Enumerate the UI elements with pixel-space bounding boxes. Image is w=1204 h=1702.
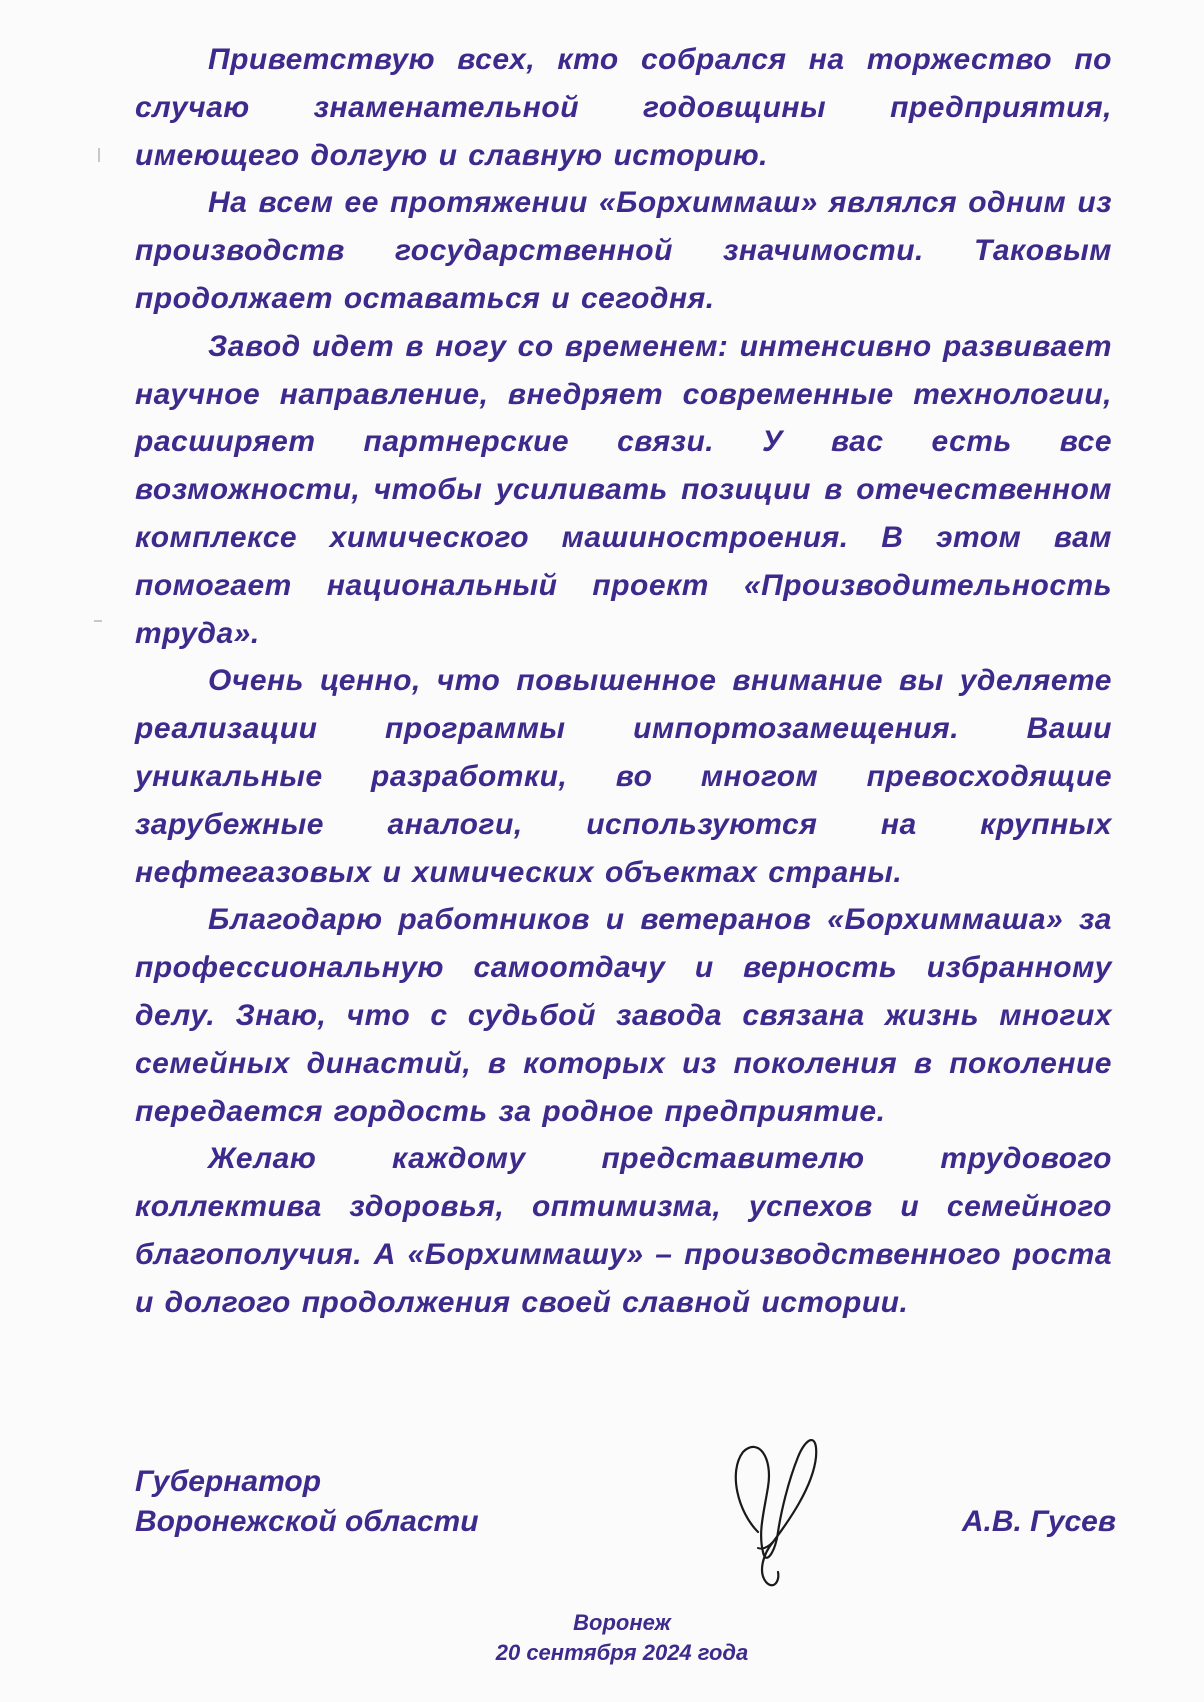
handwritten-signature <box>718 1432 828 1592</box>
footer-city: Воронеж <box>573 1610 671 1635</box>
scan-artifact <box>94 620 102 622</box>
signatory-position <box>135 1462 479 1542</box>
paragraph-import-substitution: Очень ценно, что повышенное внимание вы уделяете реализации программы импортозамещения. Ваши уникальные разработки, во многом превосходящие зарубежные аналоги, используются на крупных нефтегазовых и химических объектах страны. <box>135 664 1112 889</box>
scan-artifact <box>98 148 100 162</box>
signatory-name: А.В. Гусев <box>961 1505 1116 1538</box>
paragraph-greeting: Приветствую всех, кто собрался на торжество по случаю знаменательной годовщины предприятия, имеющего долгую и славную историю. <box>135 43 1112 172</box>
signature-flourish <box>758 1542 773 1549</box>
paragraph-wishes: Желаю каждому представителю трудового коллектива здоровья, оптимизма, успехов и семейного благополучия. А «Борхиммашу» – производственного роста и долгого продолжения своей славной истории. <box>135 1142 1112 1319</box>
position-region: Воронежской области <box>135 1505 479 1538</box>
paragraph-gratitude: Благодарю работников и ветеранов «Борхиммаша» за профессиональную самоотдачу и верность избранному делу. Знаю, что с судьбой завода связана жизнь многих семейных династий, в которых из поколения в поколение передается гордость за родное предприятие. <box>135 903 1112 1128</box>
footer-date: 20 сентября 2024 года <box>495 1640 749 1665</box>
position-title: Губернатор <box>135 1465 322 1498</box>
signature-stroke <box>736 1440 816 1585</box>
paragraph-history: На всем ее протяжении «Борхиммаш» являлся одним из производств государственной значимости. Таковым продолжает оставаться и сегодня. <box>135 186 1112 315</box>
letter-body <box>135 36 1112 1327</box>
letter-footer <box>0 1608 1204 1668</box>
paragraph-development: Завод идет в ногу со временем: интенсивно развивает научное направление, внедряет современные технологии, расширяет партнерские связи. У вас есть все возможности, чтобы усиливать позиции в отечественном комплексе химического машиностроения. В этом вам помогает национальный проект «Производительность труда». <box>135 329 1112 650</box>
